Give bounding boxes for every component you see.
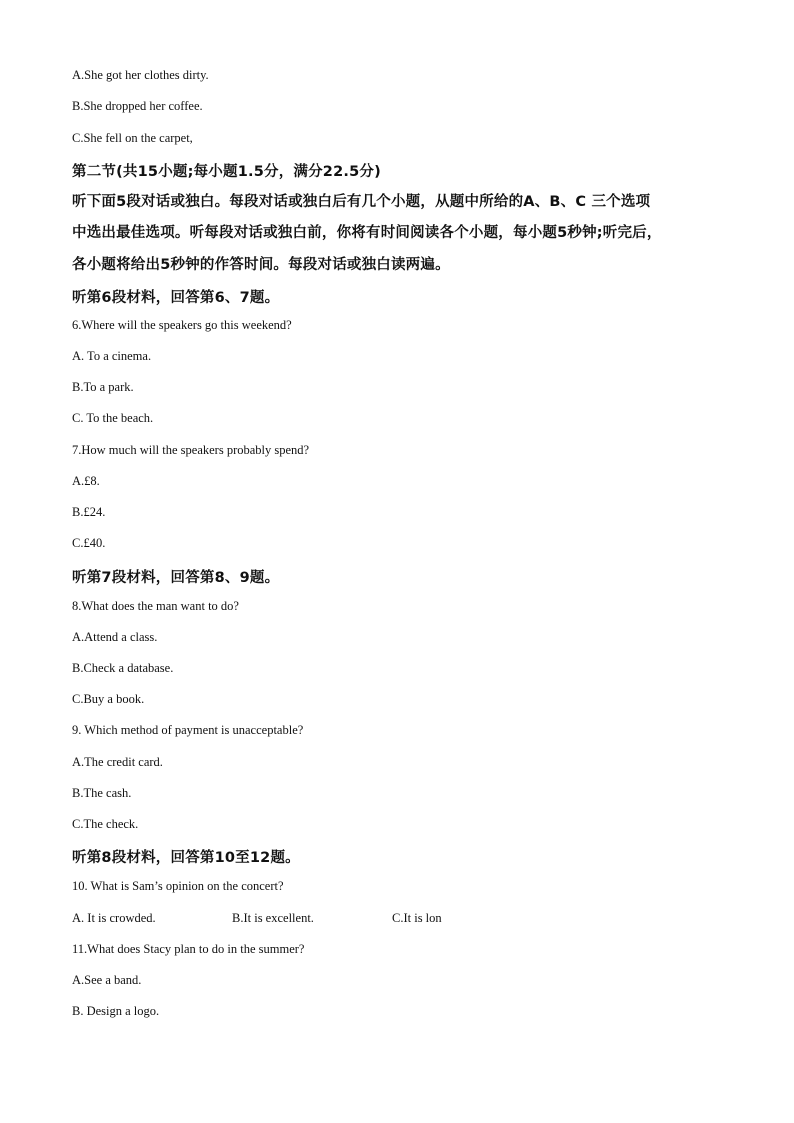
q5-option-a: A.She got her clothes dirty. [72, 68, 209, 82]
section2-instructions-line2: 中选出最佳选项。听每段对话或独白前，你将有时间阅读各个小题，每小题5秒钟;听完后， [72, 225, 662, 241]
q10-option-b: B.It is excellent. [232, 911, 314, 925]
section2-instructions-line1: 听下面5段对话或独白。每段对话或独白后有几个小题，从题中所给的A、B、C 三个选项 [72, 194, 651, 210]
q9-option-a: A.The credit card. [72, 755, 163, 769]
q6-option-b: B.To a park. [72, 380, 134, 394]
q6-option-a: A. To a cinema. [72, 349, 152, 363]
q10-options-row [72, 911, 492, 929]
q7-option-a: A.£8. [72, 474, 100, 488]
q10-option-c: C.It is lon [392, 911, 442, 925]
passage7-heading: 听第7段材料，回答第8、9题。 [72, 570, 280, 586]
q7-option-b: B.£24. [72, 505, 106, 519]
q7-option-c: C.£40. [72, 536, 106, 550]
q5-option-c: C.She fell on the carpet, [72, 131, 193, 145]
q11-question: 11.What does Stacy plan to do in the summer? [72, 942, 305, 956]
q6-question: 6.Where will the speakers go this weekend? [72, 318, 292, 332]
q8-option-b: B.Check a database. [72, 661, 174, 675]
section2-instructions-line3: 各小题将给出5秒钟的作答时间。每段对话或独白读两遍。 [72, 257, 450, 273]
q6-option-c: C. To the beach. [72, 411, 154, 425]
q10-option-a: A. It is crowded. [72, 911, 156, 925]
q10-question: 10. What is Sam’s opinion on the concert? [72, 879, 284, 893]
q8-question: 8.What does the man want to do? [72, 599, 239, 613]
q11-option-a: A.See a band. [72, 973, 142, 987]
q8-option-c: C.Buy a book. [72, 692, 145, 706]
q11-option-b: B. Design a logo. [72, 1004, 160, 1018]
q5-option-b: B.She dropped her coffee. [72, 99, 203, 113]
section2-title: 第二节(共15小题;每小题1.5分，满分22.5分) [72, 164, 381, 180]
passage8-heading: 听第8段材料，回答第10至12题。 [72, 850, 300, 866]
q9-option-c: C.The check. [72, 817, 139, 831]
q8-option-a: A.Attend a class. [72, 630, 158, 644]
q9-question: 9. Which method of payment is unacceptable? [72, 723, 304, 737]
passage6-heading: 听第6段材料，回答第6、7题。 [72, 290, 280, 306]
q7-question: 7.How much will the speakers probably spend? [72, 443, 310, 457]
q9-option-b: B.The cash. [72, 786, 132, 800]
